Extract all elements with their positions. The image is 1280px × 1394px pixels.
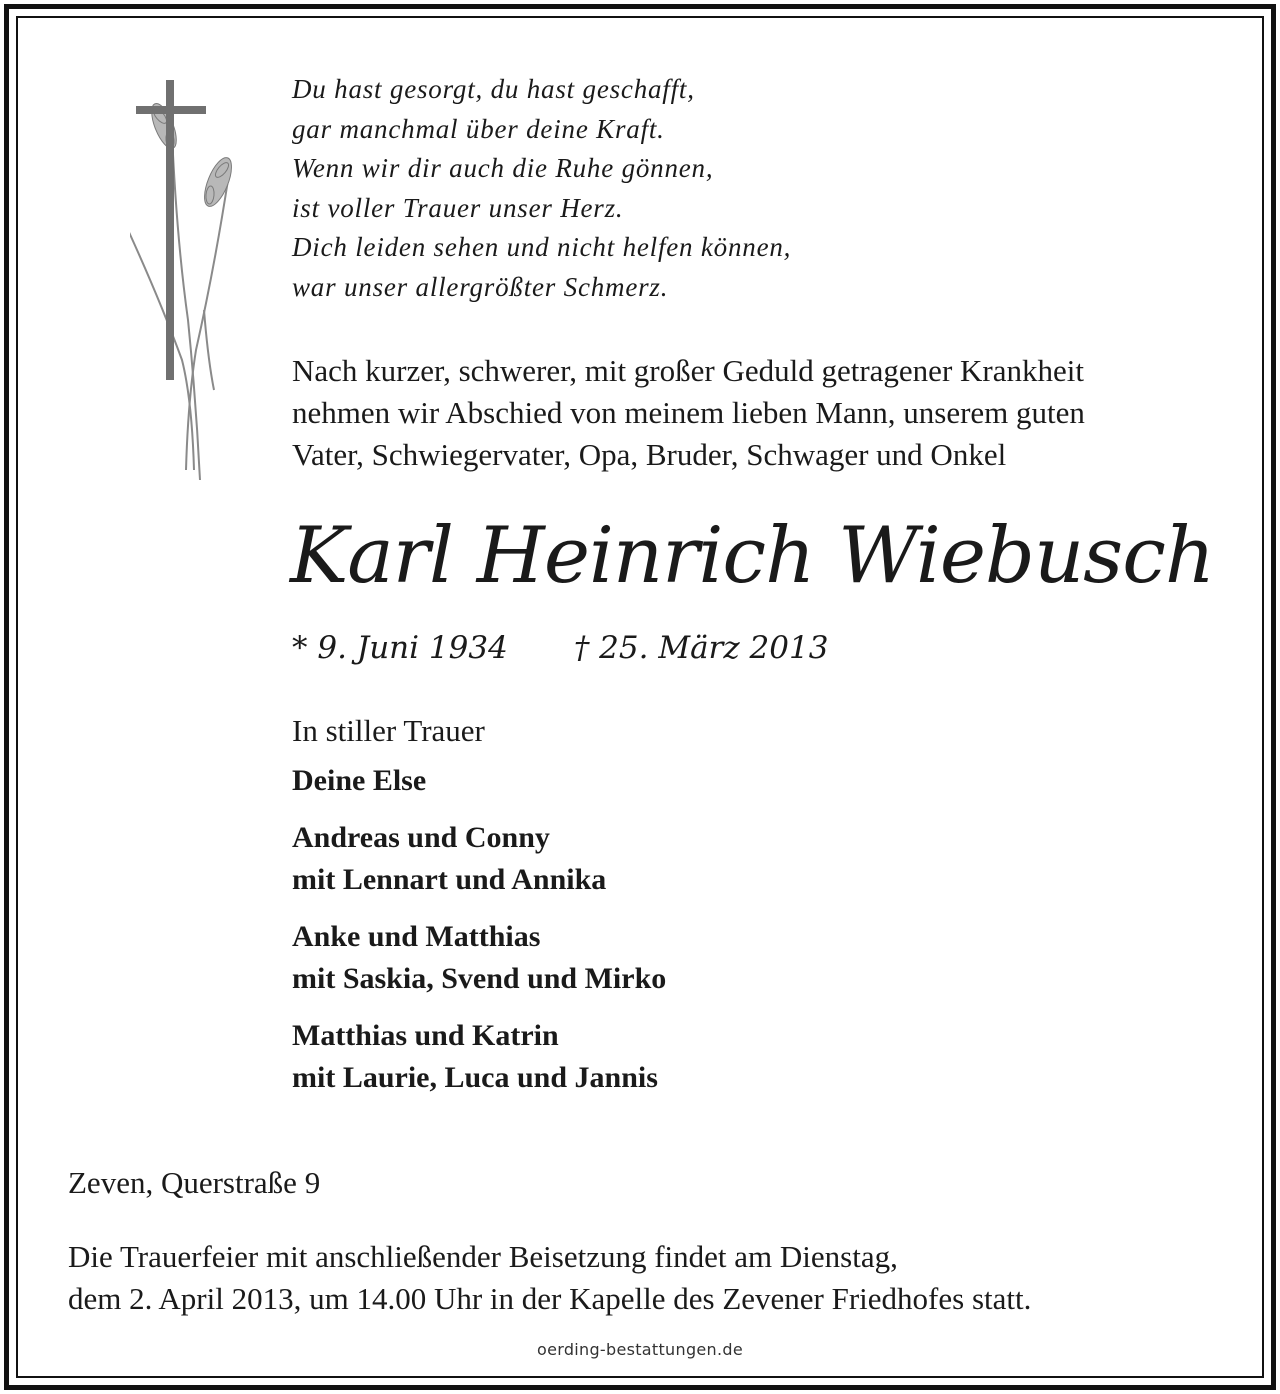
service-line: dem 2. April 2013, um 14.00 Uhr in der Kapelle des Zevener Friedhofes statt.	[68, 1281, 1032, 1316]
poem-line: Wenn wir dir auch die Ruhe gönnen,	[292, 153, 714, 183]
mourner-line: mit Saskia, Svend und Mirko	[292, 962, 667, 995]
mourner-line: Andreas und Conny	[292, 821, 550, 854]
mourner-line: mit Laurie, Luca und Jannis	[292, 1061, 658, 1094]
life-dates	[292, 626, 828, 670]
mourner-group	[292, 817, 666, 901]
mourner-line: Deine Else	[292, 764, 427, 797]
deceased-name: Karl Heinrich Wiebusch	[290, 511, 1215, 601]
service-info	[68, 1236, 1031, 1320]
mourner-line: Matthias und Katrin	[292, 1019, 559, 1052]
mourning-heading: In stiller Trauer	[292, 713, 485, 748]
mourner-line: mit Lennart und Annika	[292, 863, 607, 896]
announcement-text	[292, 350, 1085, 476]
announcement-line: Vater, Schwiegervater, Opa, Bruder, Schwager und Onkel	[292, 437, 1007, 472]
service-line: Die Trauerfeier mit anschließender Beisetzung findet am Dienstag,	[68, 1239, 898, 1274]
mourner-line: Anke und Matthias	[292, 920, 541, 953]
address: Zeven, Querstraße 9	[68, 1165, 321, 1200]
poem-line: war unser allergrößter Schmerz.	[292, 271, 669, 302]
mourner-group	[292, 1015, 666, 1099]
poem-line: gar manchmal über deine Kraft.	[292, 113, 665, 144]
mourner-group	[292, 760, 666, 802]
mourners-list	[292, 760, 666, 1114]
poem	[292, 70, 791, 307]
mourner-group	[292, 916, 666, 1000]
source-credit: oerding-bestattungen.de	[537, 1340, 743, 1359]
poem-line: ist voller Trauer unser Herz.	[292, 192, 624, 223]
announcement-line: nehmen wir Abschied von meinem lieben Mann, unserem guten	[292, 395, 1085, 430]
cross-with-wheat-icon	[130, 70, 260, 490]
announcement-line: Nach kurzer, schwerer, mit großer Geduld getragener Krankheit	[292, 353, 1084, 388]
death-date: † 25. März 2013	[573, 630, 829, 666]
birth-date: * 9. Juni 1934	[292, 630, 508, 666]
poem-line: Du hast gesorgt, du hast geschafft,	[292, 74, 695, 104]
poem-line: Dich leiden sehen und nicht helfen können,	[292, 232, 792, 262]
